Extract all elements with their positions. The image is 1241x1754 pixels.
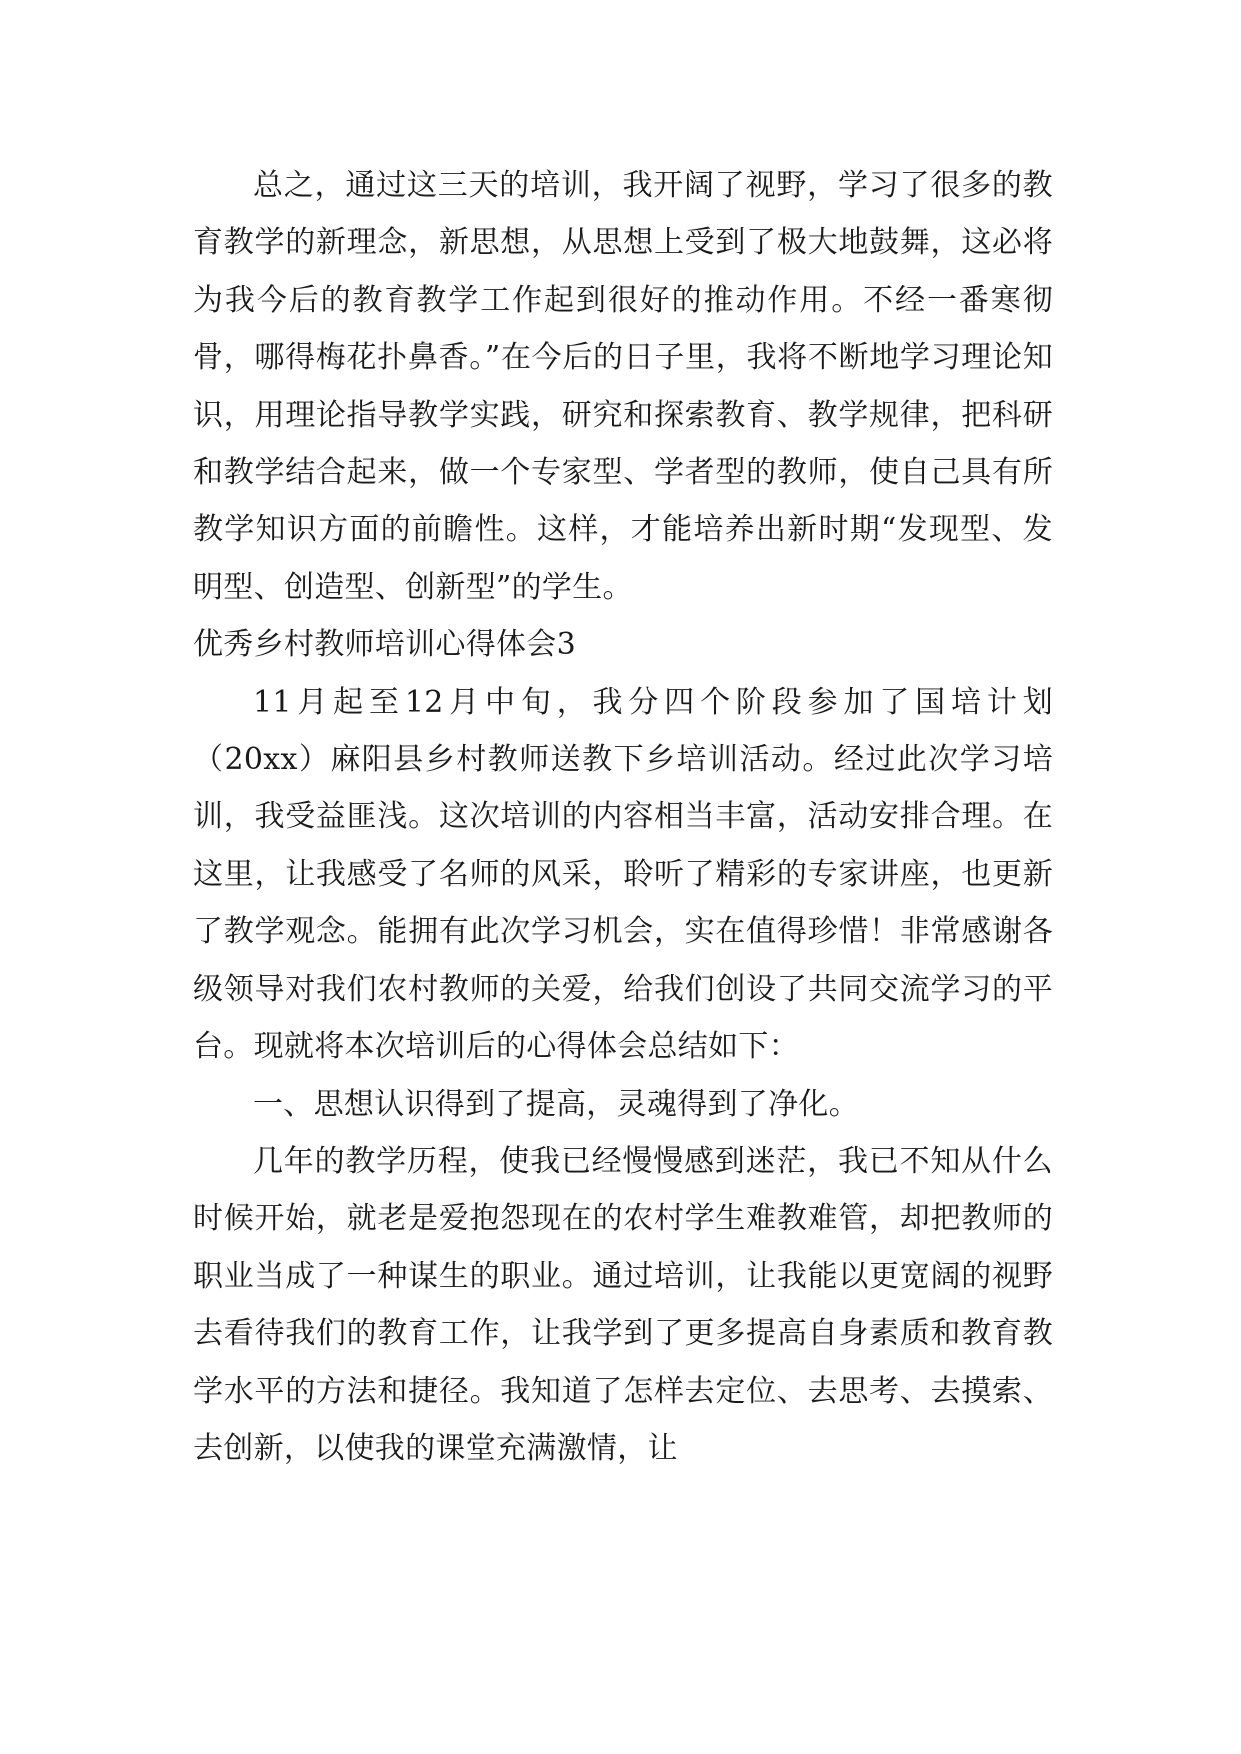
paragraph-summary: 总之，通过这三天的培训，我开阔了视野，学习了很多的教育教学的新理念，新思想，从思想上受到了极大地鼓舞，这必将为我今后的教育教学工作起到很好的推动作用。不经一番寒彻骨，哪得梅花扑鼻香。”在今后的日子里，我将不断地学习理论知识，用理论指导教学实践，研究和探索教育、教学规律，把科研和教学结合起来，做一个专家型、学者型的教师，使自己具有所教学知识方面的前瞻性。这样，才能培养出新时期“发现型、发明型、创造型、创新型”的学生。 xyxy=(193,168,1053,605)
document-page xyxy=(193,157,1053,1477)
paragraph-point-one: 一、思想认识得到了提高，灵魂得到了净化。 xyxy=(253,1086,859,1122)
paragraph-training-intro: 11月起至12月中旬，我分四个阶段参加了国培计划（20xx）麻阳县乡村教师送教下乡培训活动。经过此次学习培训，我受益匪浅。这次培训的内容相当丰富，活动安排合理。在这里，让我感受了名师的风采，聆听了精彩的专家讲座，也更新了教学观念。能拥有此次学习机会，实在值得珍惜！非常感谢各级领导对我们农村教师的关爱，给我们创设了共同交流学习的平台。现就将本次培训后的心得体会总结如下： xyxy=(193,684,1053,1065)
paragraph-teaching-history: 几年的教学历程，使我已经慢慢感到迷茫，我已不知从什么时候开始，就老是爱抱怨现在的农村学生难教难管，却把教师的职业当成了一种谋生的职业。通过培训，让我能以更宽阔的视野去看待我们的教育工作，让我学到了更多提高自身素质和教育教学水平的方法和捷径。我知道了怎样去定位、去思考、去摸索、去创新，以使我的课堂充满激情，让 xyxy=(193,1143,1053,1466)
section-title: 优秀乡村教师培训心得体会3 xyxy=(193,627,576,663)
